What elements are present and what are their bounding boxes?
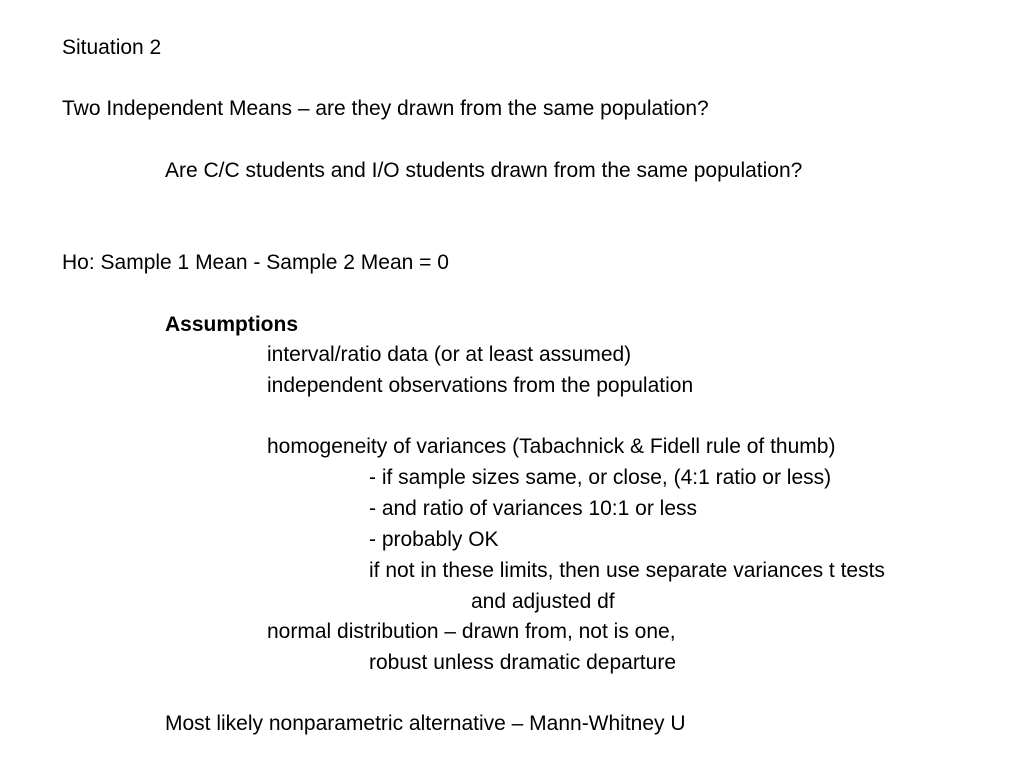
assumption-normal: normal distribution – drawn from, not is one, bbox=[267, 620, 676, 643]
example-question: Are C/C students and I/O students drawn from the same population? bbox=[165, 159, 803, 182]
research-question: Two Independent Means – are they drawn from the same population? bbox=[62, 97, 709, 120]
adjusted-df: and adjusted df bbox=[471, 590, 615, 613]
assumption-interval-ratio: interval/ratio data (or at least assumed) bbox=[267, 343, 632, 366]
assumptions-heading: Assumptions bbox=[165, 313, 299, 336]
homogeneity-point: - probably OK bbox=[369, 528, 499, 551]
slide-title: Situation 2 bbox=[62, 36, 162, 59]
homogeneity-point: - if sample sizes same, or close, (4:1 ratio or less) bbox=[369, 466, 832, 489]
assumption-independent: independent observations from the population bbox=[267, 374, 694, 397]
nonparametric-alternative: Most likely nonparametric alternative – Mann-Whitney U bbox=[165, 712, 686, 735]
normal-robust: robust unless dramatic departure bbox=[369, 651, 676, 674]
homogeneity-point: if not in these limits, then use separate variances t tests bbox=[369, 559, 885, 582]
null-hypothesis: Ho: Sample 1 Mean - Sample 2 Mean = 0 bbox=[62, 251, 449, 274]
homogeneity-point: - and ratio of variances 10:1 or less bbox=[369, 497, 698, 520]
assumption-homogeneity: homogeneity of variances (Tabachnick & Fidell rule of thumb) bbox=[267, 435, 836, 458]
